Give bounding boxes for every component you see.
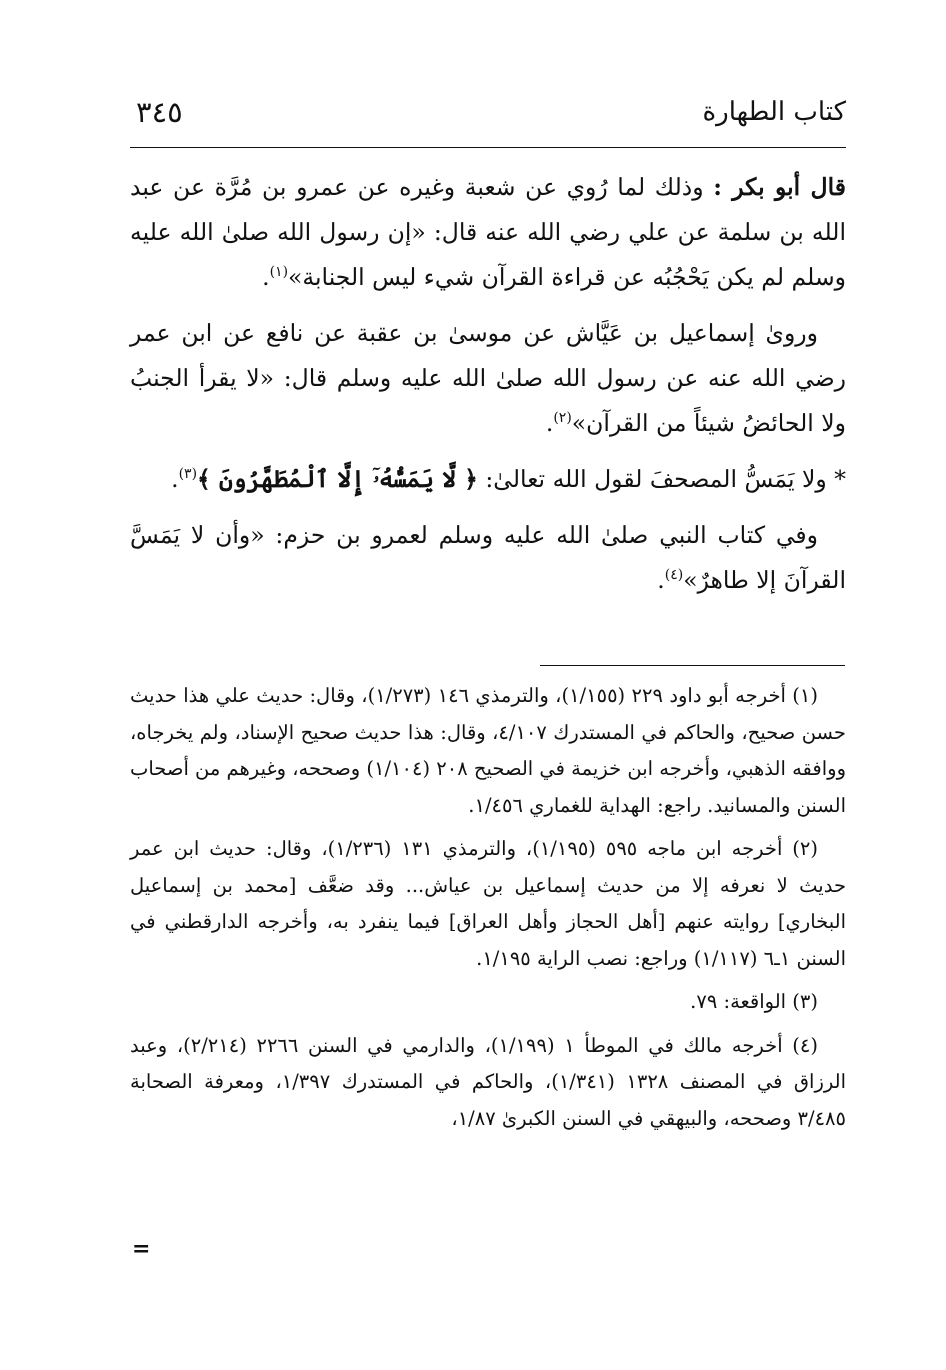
paragraph-3-end: . [171, 465, 179, 493]
chapter-title: كتاب الطهارة [702, 97, 846, 127]
asterisk-marker: * [826, 465, 846, 493]
paragraph-4-text: وفي كتاب النبي صلىٰ الله عليه وسلم لعمرو بن حزم: «وأن لا يَمَسَّ القرآنَ إلا طاهرٌ» [130, 521, 846, 594]
running-header [130, 95, 846, 148]
footnote-3: (٣) الواقعة: ٧٩. [690, 990, 818, 1013]
footnotes [130, 678, 846, 1144]
footnote-ref-4: (٤) [664, 567, 684, 584]
paragraph-3 [130, 457, 846, 502]
footnote-ref-3: (٣) [178, 466, 198, 483]
quran-verse: ﴿ لَّا يَمَسُّهُۥٓ إِلَّا ٱلْمُطَهَّرُونَ ﴾ [197, 465, 478, 493]
continuation-mark: = [132, 1236, 151, 1262]
footnote-2: (٢) أخرجه ابن ماجه ٥٩٥ (١/١٩٥)، والترمذي ١٣١ (١/٢٣٦)، وقال: حديث ابن عمر حديث لا نعرفه إلا من حديث إسماعيل بن عياش... وقد ضعَّف [محمد بن إسماعيل البخاري] روايته عنهم [أهل الحجاز وأهل العراق] فيما ينفرد به، وأخرجه الدارقطني في السنن ١ـ٦ (١/١١٧) وراجع: نصب الراية ١/١٩٥. [130, 837, 846, 970]
paragraph-4-end: . [657, 566, 665, 594]
paragraph-1 [130, 165, 846, 300]
footnote-ref-1: (١) [269, 264, 289, 281]
footnote-1: (١) أخرجه أبو داود ٢٢٩ (١/١٥٥)، والترمذي ١٤٦ (١/٢٧٣)، وقال: حديث علي هذا حديث حسن صحيح، والحاكم في المستدرك ٤/١٠٧، وقال: هذا حديث صحيح الإسناد، ولم يخرجاه، ووافقه الذهبي، وأخرجه ابن خزيمة في الصحيح ٢٠٨ (١/١٠٤) وصححه، وغيرهم من أصحاب السنن والمسانيد. راجع: الهداية للغماري ١/٤٥٦. [130, 684, 846, 817]
main-text [130, 165, 846, 614]
footnote-separator [540, 665, 845, 666]
paragraph-2-text: وروىٰ إسماعيل بن عَيَّاش عن موسىٰ بن عقبة عن نافع عن ابن عمر رضي الله عنه عن رسول الله صلىٰ الله عليه وسلم قال: «لا يقرأ الجنبُ ولا الحائضُ شيئاً من القرآن» [130, 319, 846, 437]
paragraph-2-end: . [545, 409, 554, 437]
page-number: ٣٤٥ [136, 95, 183, 129]
paragraph-3-text: ولا يَمَسُّ المصحفَ لقول الله تعالىٰ: [477, 465, 827, 493]
footnote-4: (٤) أخرجه مالك في الموطأ ١ (١/١٩٩)، والدارمي في السنن ٢٢٦٦ (٢/٢١٤)، وعبد الرزاق في المصنف ١٣٢٨ (١/٣٤١)، والحاكم في المستدرك ١/٣٩٧، ومعرفة الصحابة ٣/٤٨٥ وصححه، والبيهقي في السنن الكبرىٰ ١/٨٧، [130, 1033, 846, 1130]
speaker-lead: قال أبو بكر : [713, 173, 846, 201]
paragraph-2 [130, 311, 846, 446]
paragraph-1-end: . [262, 263, 270, 291]
paragraph-1-text: وذلك لما رُوي عن شعبة وغيره عن عمرو بن مُرَّة عن عبد الله بن سلمة عن علي رضي الله عنه قال: «إن رسول الله صلىٰ الله عليه وسلم لم يكن يَحْجُبُه عن قراءة القرآن شيء ليس الجنابة» [130, 173, 846, 291]
paragraph-4 [130, 513, 846, 603]
footnote-ref-2: (٢) [553, 410, 572, 427]
